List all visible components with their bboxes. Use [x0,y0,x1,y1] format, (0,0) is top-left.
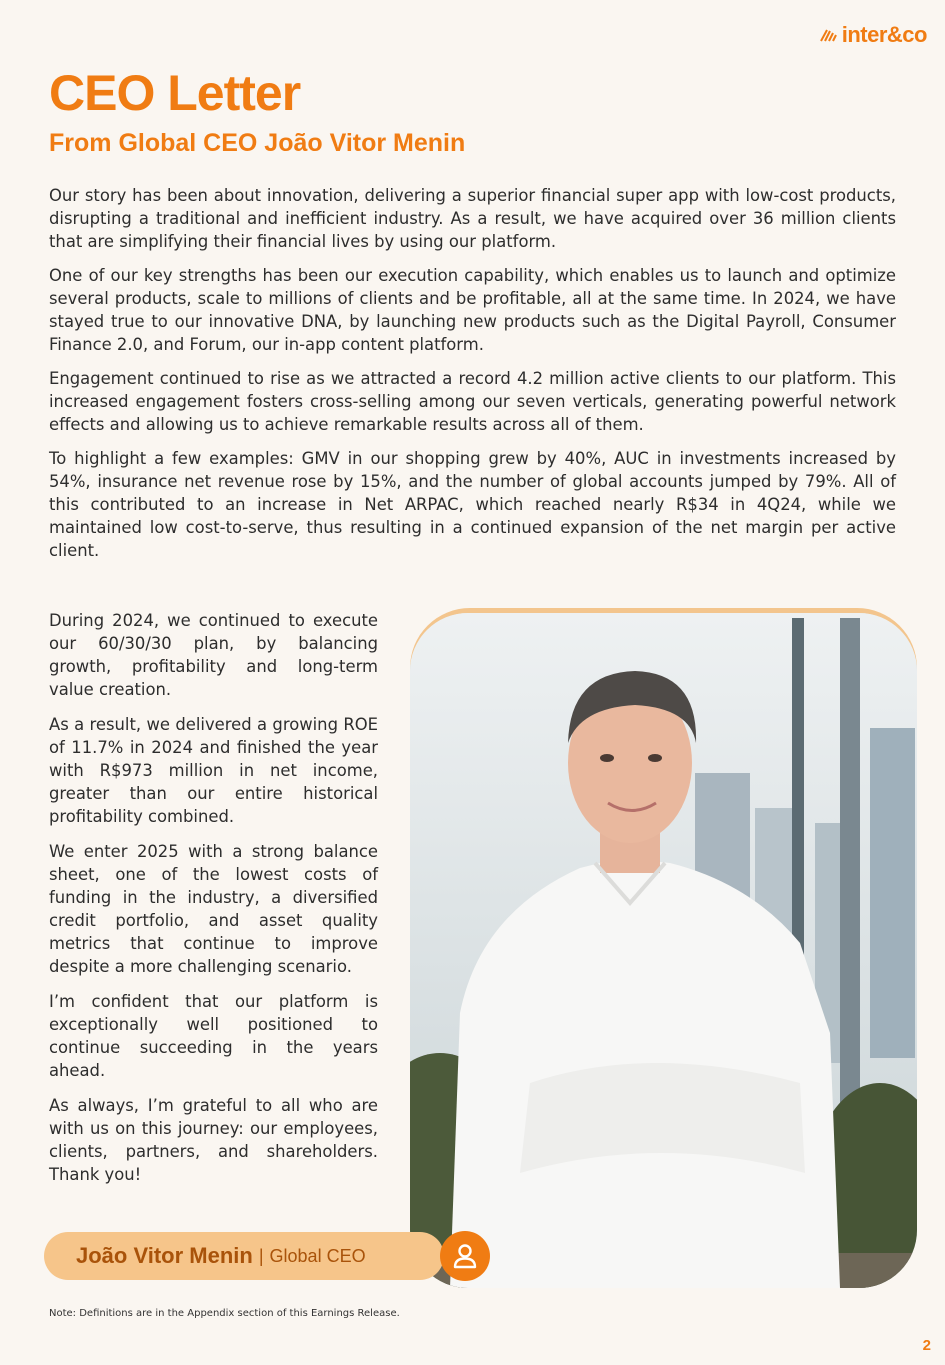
person-icon-badge [440,1231,490,1281]
person-icon [453,1243,477,1269]
brand-logo [819,22,927,48]
sunrise-lines-icon [819,28,839,42]
paragraph: As a result, we delivered a growing ROE of 11.7% in 2024 and finished the year with R$973 million in net income, greater than our entire historical profitability combined. [49,715,378,826]
ceo-portrait-illustration [410,613,917,1288]
paragraph: During 2024, we continued to execute our 60/30/30 plan, by balancing growth, profitability and long-term value creation. [49,611,378,699]
page-title: CEO Letter [49,65,301,121]
signature-separator: | [258,1245,264,1266]
paragraph: We enter 2025 with a strong balance sheet, one of the lowest costs of funding in the industry, a diversified credit portfolio, and asset quality metrics that continue to improve despite a more challenging scenario. [49,842,378,976]
paragraph: One of our key strengths has been our execution capability, which enables us to launch and optimize several products, scale to millions of clients and be profitable, all at the same time. In 2024, we have stayed true to our innovative DNA, by launching new products such as the Digital Payroll, Consumer Finance 2.0, and Forum, our in-app content platform. [49,266,896,354]
paragraph: Our story has been about innovation, delivering a superior financial super app with low-cost products, disrupting a traditional and inefficient industry. As a result, we have acquired over 36 million clients that are simplifying their financial lives by using our platform. [49,186,896,251]
paragraph: As always, I’m grateful to all who are with us on this journey: our employees, clients, partners, and shareholders. Thank you! [49,1096,378,1184]
signature-pill [44,1232,444,1280]
paragraph: Engagement continued to rise as we attracted a record 4.2 million active clients to our platform. This increased engagement fosters cross-selling among our seven verticals, generating powerful network effects and allowing us to achieve remarkable results across all of them. [49,369,896,434]
signatory-name: João Vitor Menin [76,1243,253,1268]
footnote: Note: Definitions are in the Appendix section of this Earnings Release. [49,1308,400,1319]
logo-text: inter&co [841,22,927,47]
page-subtitle: From Global CEO João Vitor Menin [49,129,466,157]
paragraph: I’m confident that our platform is exceptionally well positioned to continue succeeding in the years ahead. [49,992,378,1080]
paragraph: To highlight a few examples: GMV in our shopping grew by 40%, AUC in investments increased by 54%, insurance net revenue rose by 15%, and the number of global accounts jumped by 79%. All of this contributed to an increase in Net ARPAC, which reached nearly R$34 in 4Q24, while we maintained low cost-to-serve, thus resulting in a continued expansion of the net margin per active client. [49,449,896,560]
ceo-photo [410,613,917,1288]
letter-continued [49,609,378,1198]
signatory-role: Global CEO [269,1245,366,1266]
letter-intro [49,184,896,573]
page-number: 2 [922,1337,931,1354]
ceo-photo-frame [410,608,917,1288]
